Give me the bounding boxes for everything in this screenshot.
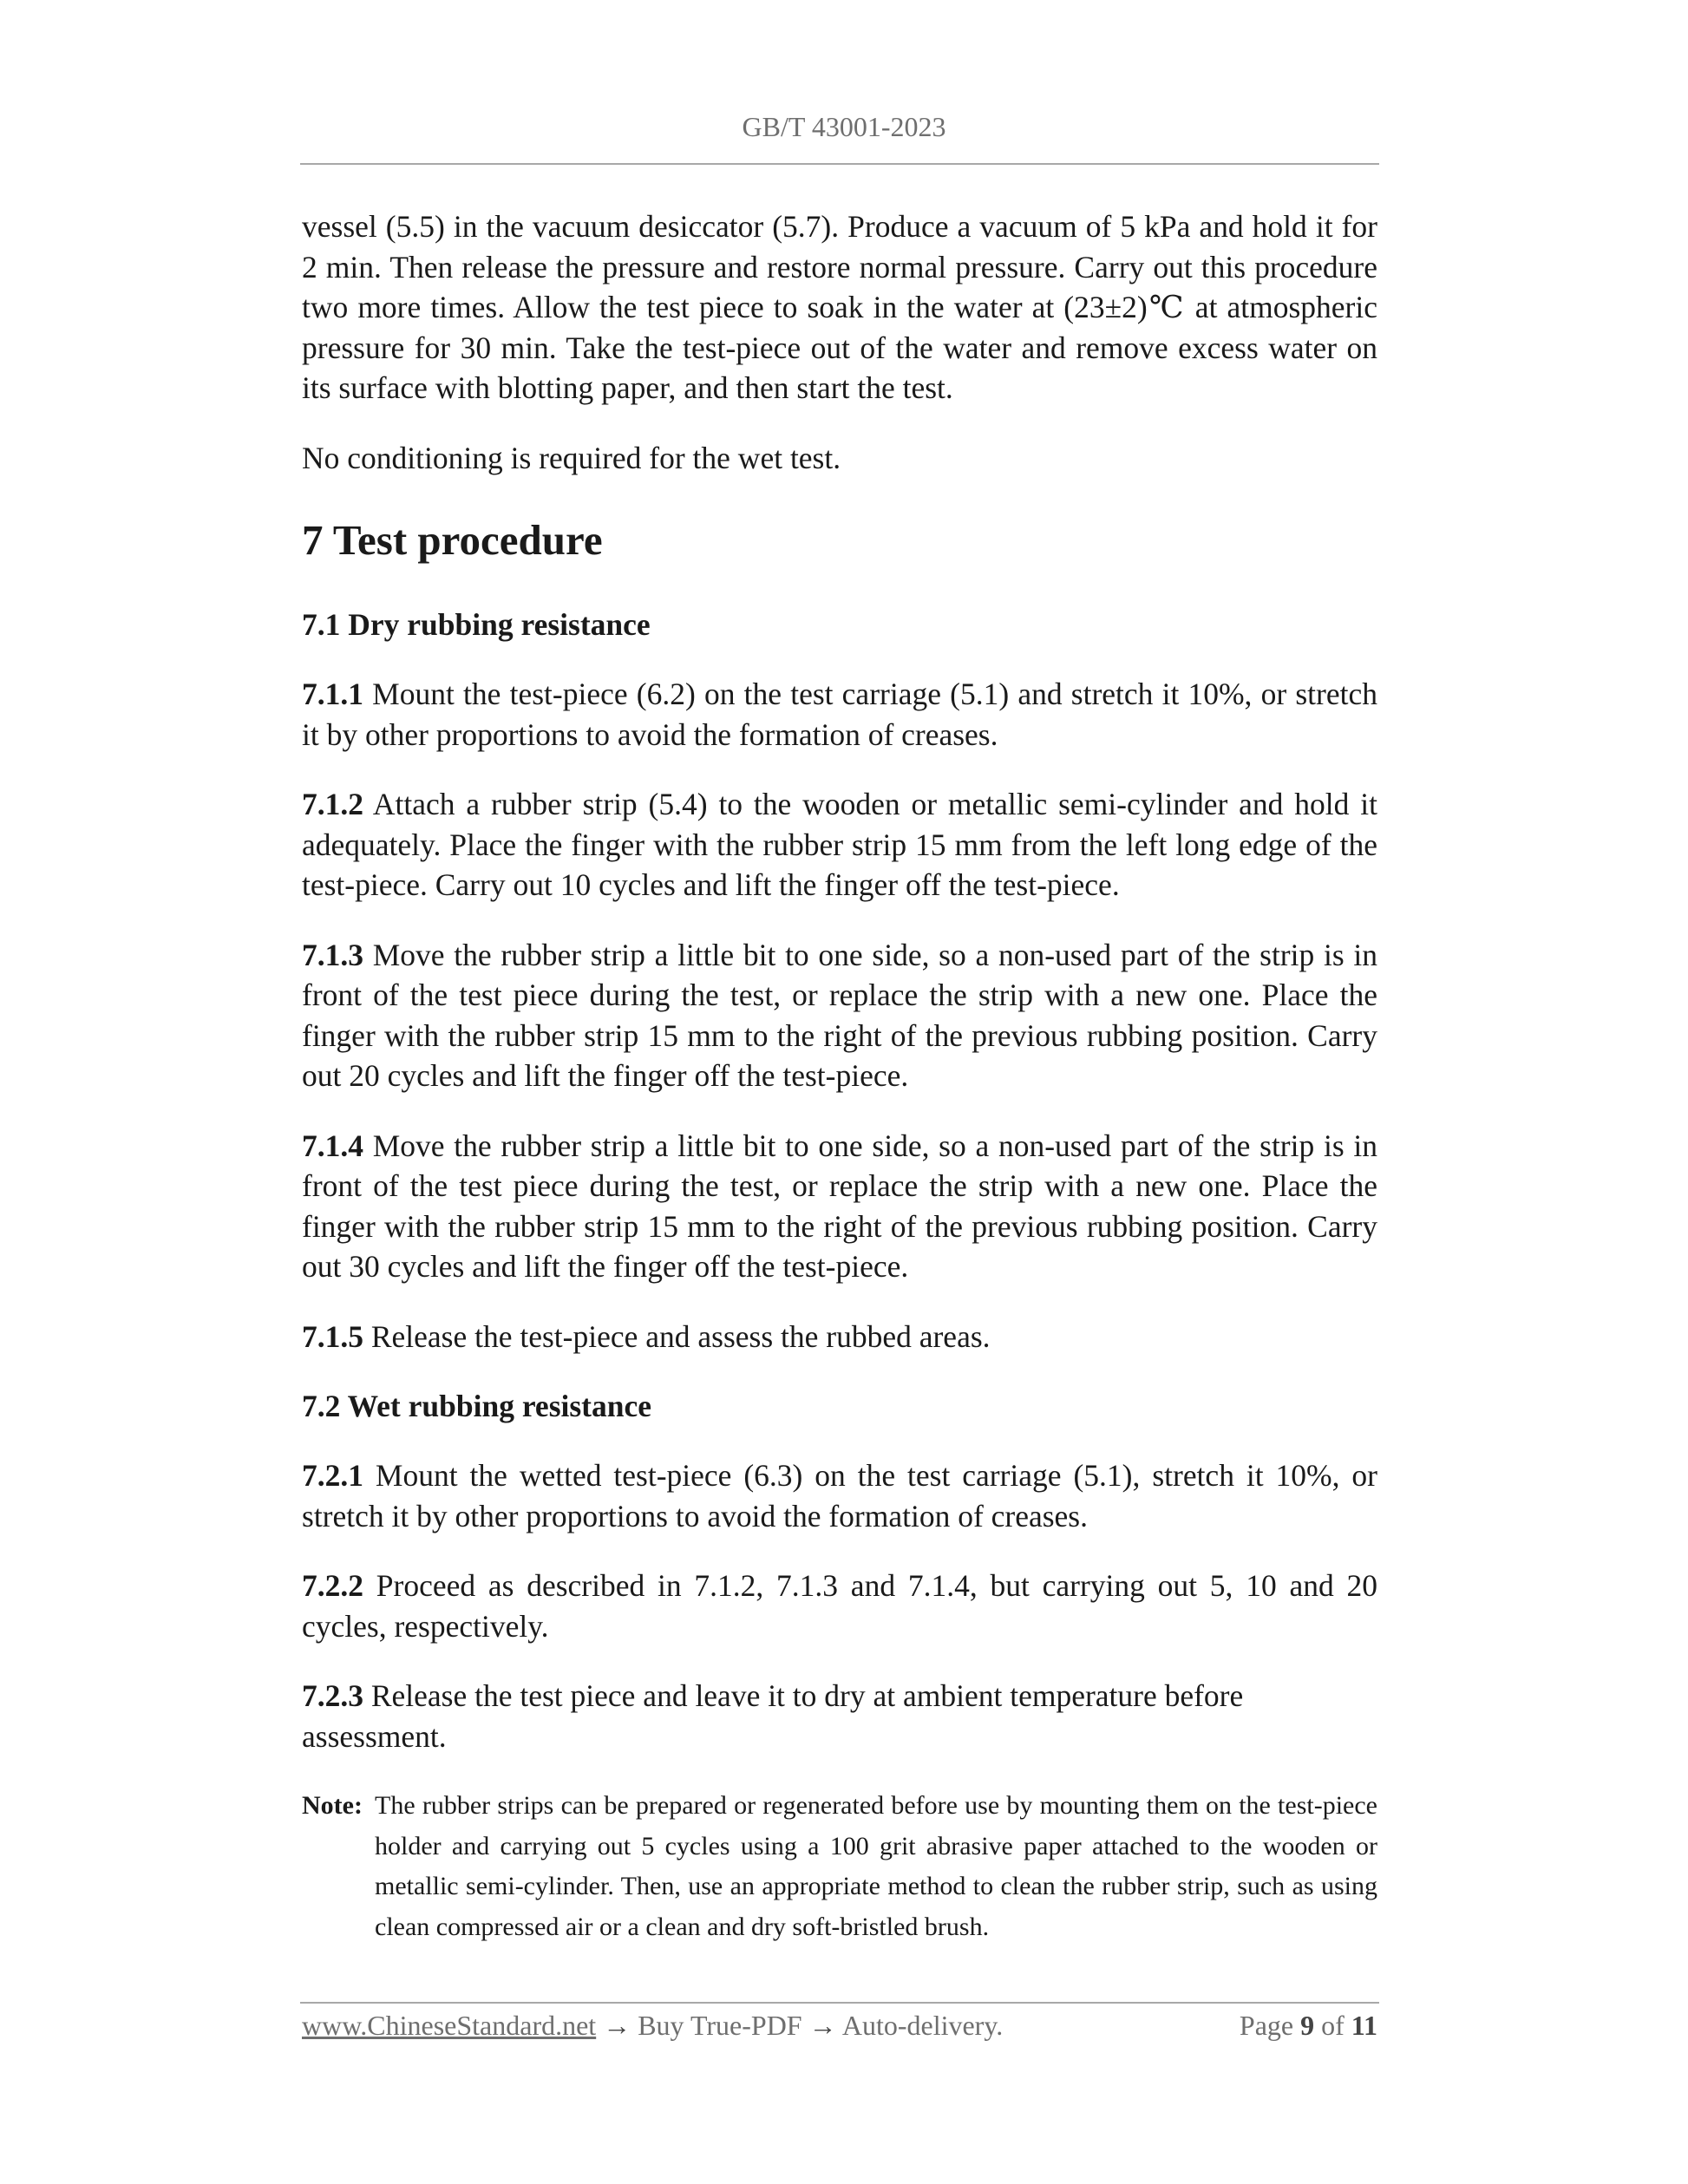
section-7-2-heading: 7.2 Wet rubbing resistance — [302, 1389, 652, 1423]
clause-7-2-2 — [302, 1566, 1377, 1646]
clause-7-1-3 — [302, 935, 1377, 1096]
chinesestandard-link[interactable]: www.ChineseStandard.net — [302, 2010, 597, 2041]
page-footer — [302, 2005, 1377, 2045]
page-number: 9 — [1300, 2010, 1315, 2041]
section-7-1-heading: 7.1 Dry rubbing resistance — [302, 607, 651, 642]
clause-7-2-1 — [302, 1455, 1377, 1536]
intro-paragraph: vessel (5.5) in the vacuum desiccator (5.7). Produce a vacuum of 5 kPa and hold it for 2 min. Then release the pressure and restore normal pressure. Carry out this procedure two more times. Allow the test piece to soak in the water at (23±2)℃ at atmospheric pressure for 30 min. Take the test-piece out of the water and remove excess water on its surface with blotting paper, and then start the test. — [302, 209, 1377, 405]
clause-number: 7.2.3 — [302, 1678, 363, 1713]
clause-7-1-4 — [302, 1126, 1377, 1287]
arrow-right-icon: → — [808, 2010, 837, 2041]
arrow-right-icon: → — [603, 2010, 631, 2041]
clause-7-1-1 — [302, 674, 1377, 755]
footer-left — [302, 2005, 1003, 2045]
header-standard-code: GB/T 43001-2023 — [742, 111, 946, 142]
clause-text: Release the test-piece and assess the rubbed areas. — [363, 1318, 991, 1354]
note-label: Note: — [302, 1791, 363, 1820]
footer-divider — [300, 2002, 1379, 2004]
clause-text: Mount the wetted test-piece (6.3) on the test carriage (5.1), stretch it 10%, or stretch it by other proportions to avoid the formation of creases. — [302, 1458, 1377, 1533]
page-content — [302, 206, 1377, 1947]
clause-7-1-2 — [302, 784, 1377, 906]
header-divider — [300, 163, 1379, 165]
section-7-heading: 7 Test procedure — [302, 516, 603, 564]
clause-number: 7.1.3 — [302, 937, 363, 972]
clause-text: Mount the test-piece (6.2) on the test carriage (5.1) and stretch it 10%, or stretch it by other proportions to avoid the formation of creases. — [302, 677, 1377, 752]
clause-number: 7.2.2 — [302, 1568, 363, 1603]
clause-7-2-3 — [302, 1676, 1377, 1756]
clause-number: 7.1.1 — [302, 677, 363, 711]
clause-text: Proceed as described in 7.1.2, 7.1.3 and 7.1.4, but carrying out 5, 10 and 20 cycles, respectively. — [302, 1568, 1377, 1644]
clause-number: 7.2.1 — [302, 1458, 363, 1493]
page-total: 11 — [1351, 2010, 1377, 2041]
page-indicator — [1240, 2005, 1377, 2045]
footer-delivery-text: Auto-delivery. — [836, 2010, 1004, 2041]
clause-number: 7.1.4 — [302, 1128, 363, 1163]
clause-number: 7.1.5 — [302, 1318, 363, 1354]
clause-text: Move the rubber strip a little bit to one side, so a non-used part of the strip is in front of the test piece during the test, or replace the strip with a new one. Place the finger with the rubber strip 15 mm to the right of the previous rubbing position. Carry out 30 cycles and lift the finger off the test-piece. — [302, 1128, 1377, 1284]
clause-text: Move the rubber strip a little bit to one side, so a non-used part of the strip is in front of the test piece during the test, or replace the strip with a new one. Place the finger with the rubber strip 15 mm to the right of the previous rubbing position. Carry out 20 cycles and lift the finger off the test-piece. — [302, 937, 1377, 1093]
clause-number: 7.1.2 — [302, 787, 363, 821]
clause-text: Release the test piece and leave it to dry at ambient temperature before assessment. — [302, 1678, 1244, 1754]
clause-7-1-5 — [302, 1317, 1377, 1357]
note-text: The rubber strips can be prepared or regenerated before use by mounting them on the test-piece holder and carrying out 5 cycles using a 100 grit abrasive paper attached to the wooden or metallic semi-cylinder. Then, use an appropriate method to clean the rubber strip, such as using clean compressed air or a clean and dry soft-bristled brush. — [375, 1791, 1377, 1941]
clause-text: Attach a rubber strip (5.4) to the wooden or metallic semi-cylinder and hold it adequately. Place the finger with the rubber strip 15 mm from the left long edge of the test-piece. Carry out 10 cycles and lift the finger off the test-piece. — [302, 787, 1377, 902]
of-word: of — [1321, 2010, 1345, 2041]
no-conditioning-paragraph: No conditioning is required for the wet test. — [302, 440, 841, 475]
footer-buy-text: Buy True-PDF — [631, 2010, 809, 2041]
note-block — [302, 1786, 1377, 1947]
page-word: Page — [1239, 2010, 1294, 2041]
